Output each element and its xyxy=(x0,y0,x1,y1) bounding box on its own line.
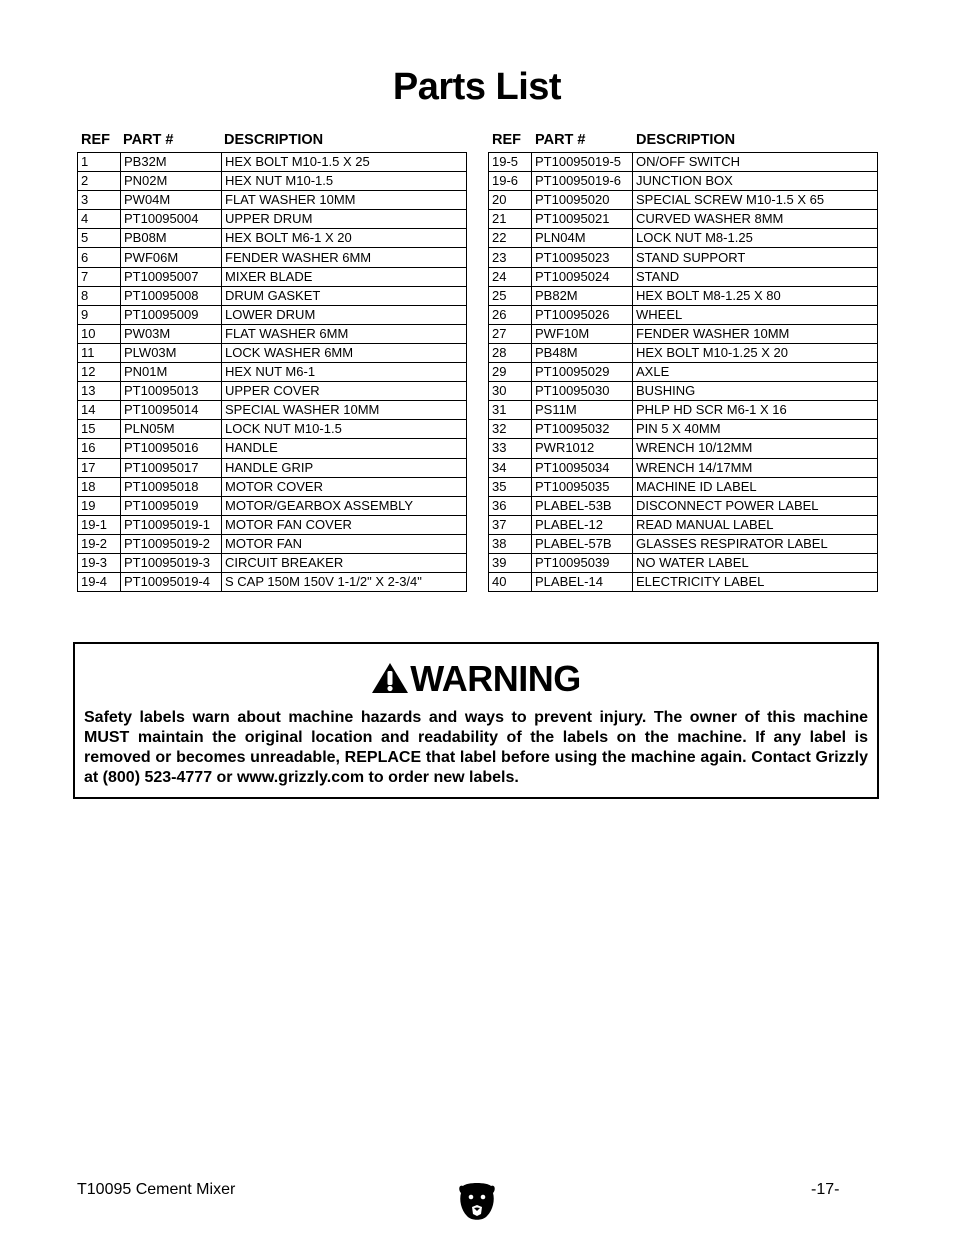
cell-ref: 1 xyxy=(78,153,121,172)
header-description: DESCRIPTION xyxy=(636,132,736,148)
cell-ref: 7 xyxy=(78,267,121,286)
cell-description: HEX BOLT M6-1 X 20 xyxy=(222,229,467,248)
cell-description: MACHINE ID LABEL xyxy=(633,477,878,496)
warning-text: Safety labels warn about machine hazards and ways to prevent injury. The owner of this machine MUST maintain the original location and readability of the labels on the machine. If any label is removed or becomes unreadable, REPLACE that label before using the machine again. Contact Grizzly at (800) 523-4777 or www.grizzly.com to order new labels. xyxy=(84,709,868,786)
cell-part-number: PT10095019-4 xyxy=(121,573,222,592)
cell-ref: 6 xyxy=(78,248,121,267)
cell-part-number: PW03M xyxy=(121,324,222,343)
cell-ref: 29 xyxy=(489,363,532,382)
cell-description: SPECIAL SCREW M10-1.5 X 65 xyxy=(633,191,878,210)
table-row xyxy=(78,286,467,305)
cell-description: STAND xyxy=(633,267,878,286)
cell-description: LOWER DRUM xyxy=(222,305,467,324)
warning-box xyxy=(73,642,879,799)
cell-description: STAND SUPPORT xyxy=(633,248,878,267)
cell-ref: 25 xyxy=(489,286,532,305)
cell-ref: 19-5 xyxy=(489,153,532,172)
cell-description: FLAT WASHER 10MM xyxy=(222,191,467,210)
cell-description: FLAT WASHER 6MM xyxy=(222,324,467,343)
table-row xyxy=(489,305,878,324)
table-row xyxy=(489,553,878,572)
cell-ref: 40 xyxy=(489,573,532,592)
table-row xyxy=(489,401,878,420)
header-ref: REF xyxy=(492,132,521,148)
table-row xyxy=(78,496,467,515)
table-row xyxy=(78,534,467,553)
parts-table xyxy=(488,152,878,592)
cell-description: READ MANUAL LABEL xyxy=(633,515,878,534)
cell-part-number: PT10095019 xyxy=(121,496,222,515)
cell-ref: 23 xyxy=(489,248,532,267)
table-row xyxy=(78,343,467,362)
page-title: Parts List xyxy=(392,66,562,108)
cell-ref: 39 xyxy=(489,553,532,572)
cell-part-number: PLW03M xyxy=(121,343,222,362)
table-row xyxy=(489,324,878,343)
cell-part-number: PT10095007 xyxy=(121,267,222,286)
cell-description: HANDLE xyxy=(222,439,467,458)
cell-part-number: PT10095029 xyxy=(532,363,633,382)
cell-part-number: PT10095019-2 xyxy=(121,534,222,553)
cell-ref: 12 xyxy=(78,363,121,382)
cell-ref: 36 xyxy=(489,496,532,515)
cell-ref: 35 xyxy=(489,477,532,496)
table-row xyxy=(489,248,878,267)
cell-ref: 33 xyxy=(489,439,532,458)
cell-part-number: PLABEL-14 xyxy=(532,573,633,592)
cell-description: SPECIAL WASHER 10MM xyxy=(222,401,467,420)
cell-ref: 8 xyxy=(78,286,121,305)
table-row xyxy=(489,439,878,458)
cell-description: JUNCTION BOX xyxy=(633,172,878,191)
cell-description: CURVED WASHER 8MM xyxy=(633,210,878,229)
table-row xyxy=(78,420,467,439)
cell-ref: 20 xyxy=(489,191,532,210)
cell-ref: 3 xyxy=(78,191,121,210)
cell-ref: 37 xyxy=(489,515,532,534)
table-row xyxy=(489,153,878,172)
parts-table-right xyxy=(488,131,877,592)
cell-description: FENDER WASHER 10MM xyxy=(633,324,878,343)
table-row xyxy=(489,229,878,248)
warning-heading xyxy=(75,658,877,700)
cell-description: WHEEL xyxy=(633,305,878,324)
cell-part-number: PT10095013 xyxy=(121,382,222,401)
cell-part-number: PT10095034 xyxy=(532,458,633,477)
cell-ref: 17 xyxy=(78,458,121,477)
table-row xyxy=(489,286,878,305)
cell-description: HANDLE GRIP xyxy=(222,458,467,477)
table-row xyxy=(78,172,467,191)
table-row xyxy=(489,382,878,401)
cell-description: ON/OFF SWITCH xyxy=(633,153,878,172)
cell-part-number: PT10095026 xyxy=(532,305,633,324)
cell-part-number: PT10095019-1 xyxy=(121,515,222,534)
cell-description: UPPER DRUM xyxy=(222,210,467,229)
cell-ref: 31 xyxy=(489,401,532,420)
cell-part-number: PT10095035 xyxy=(532,477,633,496)
cell-ref: 19-3 xyxy=(78,553,121,572)
table-row xyxy=(489,343,878,362)
table-row xyxy=(78,267,467,286)
cell-ref: 21 xyxy=(489,210,532,229)
cell-description: BUSHING xyxy=(633,382,878,401)
footer-model: T10095 Cement Mixer xyxy=(77,1181,236,1198)
cell-description: ELECTRICITY LABEL xyxy=(633,573,878,592)
cell-description: UPPER COVER xyxy=(222,382,467,401)
table-row xyxy=(78,515,467,534)
cell-part-number: PW04M xyxy=(121,191,222,210)
table-row xyxy=(78,439,467,458)
cell-description: LOCK WASHER 6MM xyxy=(222,343,467,362)
cell-description: HEX BOLT M10-1.5 X 25 xyxy=(222,153,467,172)
cell-part-number: PLN04M xyxy=(532,229,633,248)
cell-description: MOTOR/GEARBOX ASSEMBLY xyxy=(222,496,467,515)
cell-part-number: PT10095024 xyxy=(532,267,633,286)
cell-description: HEX BOLT M8-1.25 X 80 xyxy=(633,286,878,305)
cell-part-number: PLN05M xyxy=(121,420,222,439)
table-row xyxy=(489,172,878,191)
cell-description: HEX NUT M6-1 xyxy=(222,363,467,382)
cell-ref: 19-2 xyxy=(78,534,121,553)
parts-table-left xyxy=(77,131,466,592)
cell-part-number: PB08M xyxy=(121,229,222,248)
cell-description: PHLP HD SCR M6-1 X 16 xyxy=(633,401,878,420)
table-row xyxy=(489,573,878,592)
cell-description: HEX NUT M10-1.5 xyxy=(222,172,467,191)
header-description: DESCRIPTION xyxy=(224,132,324,148)
table-row xyxy=(78,248,467,267)
cell-ref: 19-4 xyxy=(78,573,121,592)
cell-part-number: PB82M xyxy=(532,286,633,305)
cell-part-number: PT10095032 xyxy=(532,420,633,439)
cell-ref: 38 xyxy=(489,534,532,553)
cell-ref: 11 xyxy=(78,343,121,362)
cell-ref: 26 xyxy=(489,305,532,324)
table-row xyxy=(78,153,467,172)
table-row xyxy=(489,477,878,496)
cell-part-number: PN01M xyxy=(121,363,222,382)
cell-ref: 24 xyxy=(489,267,532,286)
cell-description: S CAP 150M 150V 1-1/2" X 2-3/4" xyxy=(222,573,467,592)
cell-ref: 19-1 xyxy=(78,515,121,534)
cell-ref: 34 xyxy=(489,458,532,477)
table-row xyxy=(489,496,878,515)
cell-description: PIN 5 X 40MM xyxy=(633,420,878,439)
table-row xyxy=(489,420,878,439)
header-part: PART # xyxy=(123,132,174,148)
cell-part-number: PT10095016 xyxy=(121,439,222,458)
cell-description: MIXER BLADE xyxy=(222,267,467,286)
header-ref: REF xyxy=(81,132,110,148)
parts-table-header xyxy=(488,131,877,152)
cell-part-number: PN02M xyxy=(121,172,222,191)
cell-part-number: PB48M xyxy=(532,343,633,362)
cell-description: WRENCH 14/17MM xyxy=(633,458,878,477)
cell-ref: 28 xyxy=(489,343,532,362)
cell-description: LOCK NUT M10-1.5 xyxy=(222,420,467,439)
table-row xyxy=(78,191,467,210)
cell-ref: 18 xyxy=(78,477,121,496)
cell-ref: 14 xyxy=(78,401,121,420)
parts-table xyxy=(77,152,467,592)
cell-description: CIRCUIT BREAKER xyxy=(222,553,467,572)
table-row xyxy=(78,324,467,343)
table-row xyxy=(489,515,878,534)
table-row xyxy=(78,401,467,420)
cell-description: LOCK NUT M8-1.25 xyxy=(633,229,878,248)
table-row xyxy=(78,458,467,477)
cell-description: DRUM GASKET xyxy=(222,286,467,305)
cell-part-number: PT10095014 xyxy=(121,401,222,420)
table-row xyxy=(489,363,878,382)
cell-ref: 15 xyxy=(78,420,121,439)
cell-part-number: PLABEL-12 xyxy=(532,515,633,534)
cell-part-number: PT10095018 xyxy=(121,477,222,496)
header-part: PART # xyxy=(535,132,586,148)
table-row xyxy=(489,458,878,477)
cell-part-number: PT10095004 xyxy=(121,210,222,229)
cell-part-number: PT10095008 xyxy=(121,286,222,305)
table-row xyxy=(78,210,467,229)
table-row xyxy=(78,305,467,324)
table-row xyxy=(78,363,467,382)
cell-ref: 22 xyxy=(489,229,532,248)
cell-part-number: PT10095023 xyxy=(532,248,633,267)
cell-part-number: PB32M xyxy=(121,153,222,172)
cell-part-number: PWF10M xyxy=(532,324,633,343)
cell-part-number: PT10095030 xyxy=(532,382,633,401)
footer-page-number: -17- xyxy=(811,1181,840,1198)
cell-part-number: PT10095009 xyxy=(121,305,222,324)
table-row xyxy=(78,382,467,401)
cell-part-number: PLABEL-57B xyxy=(532,534,633,553)
cell-description: MOTOR FAN COVER xyxy=(222,515,467,534)
grizzly-bear-logo-icon xyxy=(457,1178,497,1229)
cell-ref: 30 xyxy=(489,382,532,401)
table-row xyxy=(489,534,878,553)
cell-description: HEX BOLT M10-1.25 X 20 xyxy=(633,343,878,362)
warning-triangle-icon xyxy=(371,662,409,694)
cell-part-number: PT10095019-5 xyxy=(532,153,633,172)
cell-part-number: PT10095039 xyxy=(532,553,633,572)
cell-description: AXLE xyxy=(633,363,878,382)
cell-ref: 9 xyxy=(78,305,121,324)
cell-ref: 32 xyxy=(489,420,532,439)
cell-part-number: PT10095020 xyxy=(532,191,633,210)
cell-description: GLASSES RESPIRATOR LABEL xyxy=(633,534,878,553)
table-row xyxy=(489,210,878,229)
cell-part-number: PWF06M xyxy=(121,248,222,267)
cell-ref: 10 xyxy=(78,324,121,343)
cell-ref: 16 xyxy=(78,439,121,458)
table-row xyxy=(78,229,467,248)
cell-description: MOTOR COVER xyxy=(222,477,467,496)
cell-part-number: PT10095019-3 xyxy=(121,553,222,572)
cell-description: NO WATER LABEL xyxy=(633,553,878,572)
cell-ref: 13 xyxy=(78,382,121,401)
cell-description: FENDER WASHER 6MM xyxy=(222,248,467,267)
table-row xyxy=(489,191,878,210)
cell-description: DISCONNECT POWER LABEL xyxy=(633,496,878,515)
cell-description: WRENCH 10/12MM xyxy=(633,439,878,458)
cell-part-number: PS11M xyxy=(532,401,633,420)
parts-table-header xyxy=(77,131,466,152)
table-row xyxy=(78,553,467,572)
cell-part-number: PT10095019-6 xyxy=(532,172,633,191)
cell-ref: 5 xyxy=(78,229,121,248)
cell-part-number: PT10095017 xyxy=(121,458,222,477)
table-row xyxy=(489,267,878,286)
cell-part-number: PT10095021 xyxy=(532,210,633,229)
cell-ref: 19-6 xyxy=(489,172,532,191)
cell-ref: 19 xyxy=(78,496,121,515)
table-row xyxy=(78,573,467,592)
cell-part-number: PLABEL-53B xyxy=(532,496,633,515)
cell-ref: 2 xyxy=(78,172,121,191)
cell-ref: 27 xyxy=(489,324,532,343)
table-row xyxy=(78,477,467,496)
cell-ref: 4 xyxy=(78,210,121,229)
warning-heading-text: WARNING xyxy=(410,658,581,699)
cell-part-number: PWR1012 xyxy=(532,439,633,458)
cell-description: MOTOR FAN xyxy=(222,534,467,553)
